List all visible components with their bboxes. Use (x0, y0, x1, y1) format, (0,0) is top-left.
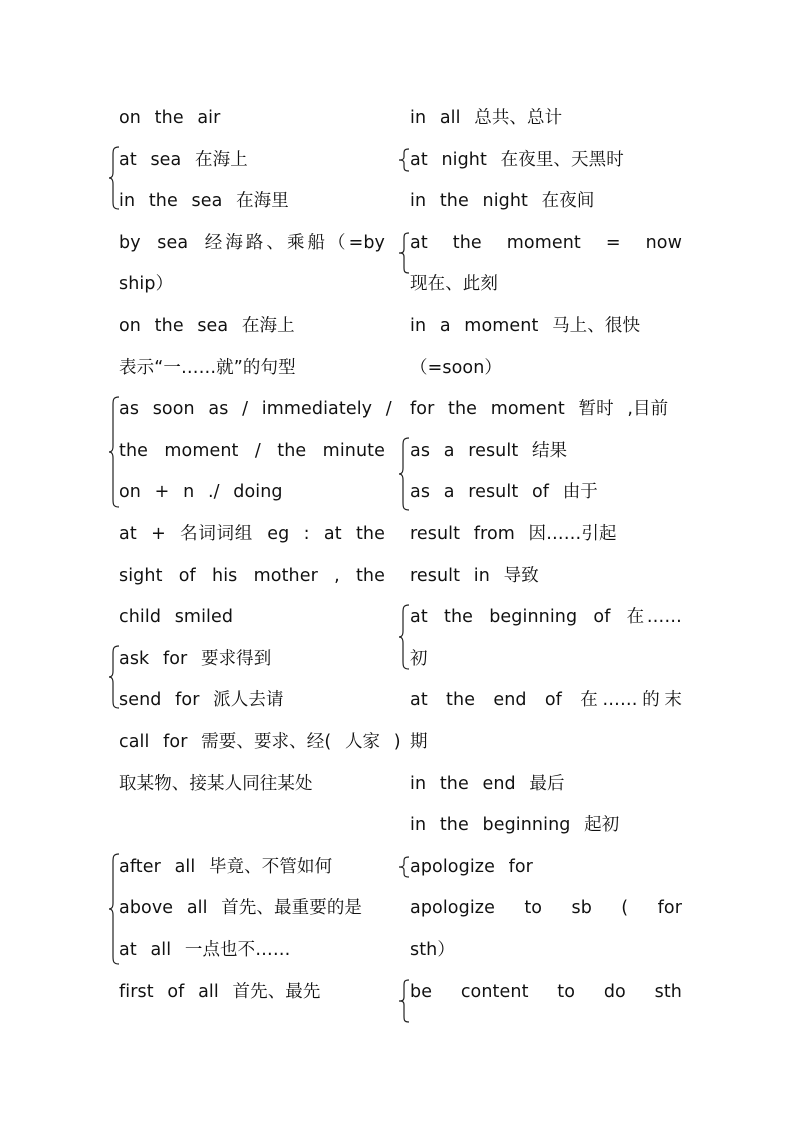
phrase-line: send for 派人去请 (119, 690, 284, 710)
right-brace-icon (398, 856, 410, 878)
phrase-line: at sea 在海上 (119, 150, 248, 170)
phrase-line: in the end 最后 (410, 774, 565, 794)
phrase-line: at night 在夜里、天黑时 (410, 150, 624, 170)
left-brace-icon (108, 853, 120, 965)
phrase-line: 现在、此刻 (410, 274, 498, 294)
phrase-line: （=soon） (410, 358, 502, 378)
phrase-line: as soon as / immediately / (119, 399, 392, 419)
phrase-line: call for 需要、要求、经( 人家 ) (119, 732, 401, 752)
phrase-line (119, 812, 385, 838)
phrase-line: the moment / the minute (119, 441, 385, 461)
phrase-line: result in 导致 (410, 566, 539, 586)
phrase-line: at all 一点也不…… (119, 940, 291, 960)
phrase-line: in all 总共、总计 (410, 108, 563, 128)
phrase-line: after all 毕竟、不管如何 (119, 857, 333, 877)
phrase-line: result from 因……引起 (410, 524, 617, 544)
left-brace-icon (108, 146, 120, 210)
phrase-line: 初 (410, 649, 428, 669)
phrase-line: ship） (119, 274, 174, 294)
phrase-line: be content to do sth (410, 982, 682, 1002)
right-brace-icon (398, 437, 410, 511)
phrase-line: at + 名词词组 eg : at the (119, 524, 385, 544)
phrase-line: on the sea 在海上 (119, 316, 295, 336)
right-brace-icon (398, 148, 410, 172)
phrase-line: apologize for (410, 857, 533, 877)
phrase-line: in the night 在夜间 (410, 191, 595, 211)
phrase-line: sth） (410, 940, 455, 960)
phrase-line: 表示“一……就”的句型 (119, 358, 296, 378)
phrase-line: by sea 经海路、乘船（=by (119, 233, 385, 253)
phrase-line: on the air (119, 108, 221, 128)
phrase-line: in the sea 在海里 (119, 191, 289, 211)
phrase-line: at the beginning of 在…… (410, 607, 682, 627)
phrase-line: for the moment 暂时 ,目前 (410, 399, 669, 419)
phrase-line: child smiled (119, 607, 234, 627)
phrase-line: apologize to sb ( for (410, 898, 682, 918)
phrase-line: 期 (410, 732, 428, 752)
phrase-line: above all 首先、最重要的是 (119, 898, 363, 918)
phrase-line: in a moment 马上、很快 (410, 316, 641, 336)
left-brace-icon (108, 645, 120, 709)
right-brace-icon (398, 979, 410, 1023)
left-brace-icon (108, 396, 120, 508)
phrase-line: at the moment = now (410, 233, 682, 253)
right-brace-icon (398, 232, 410, 274)
phrase-line: in the beginning 起初 (410, 815, 620, 835)
phrase-line: first of all 首先、最先 (119, 982, 321, 1002)
phrase-line: as a result of 由于 (410, 482, 598, 502)
phrase-line: ask for 要求得到 (119, 649, 272, 669)
phrase-line: on + n ./ doing (119, 482, 283, 502)
phrase-line: as a result 结果 (410, 441, 568, 461)
phrase-line: at the end of 在……的末 (410, 690, 682, 710)
phrase-line: 取某物、接某人同往某处 (119, 774, 313, 794)
right-brace-icon (398, 604, 410, 670)
phrase-line: sight of his mother , the (119, 566, 385, 586)
